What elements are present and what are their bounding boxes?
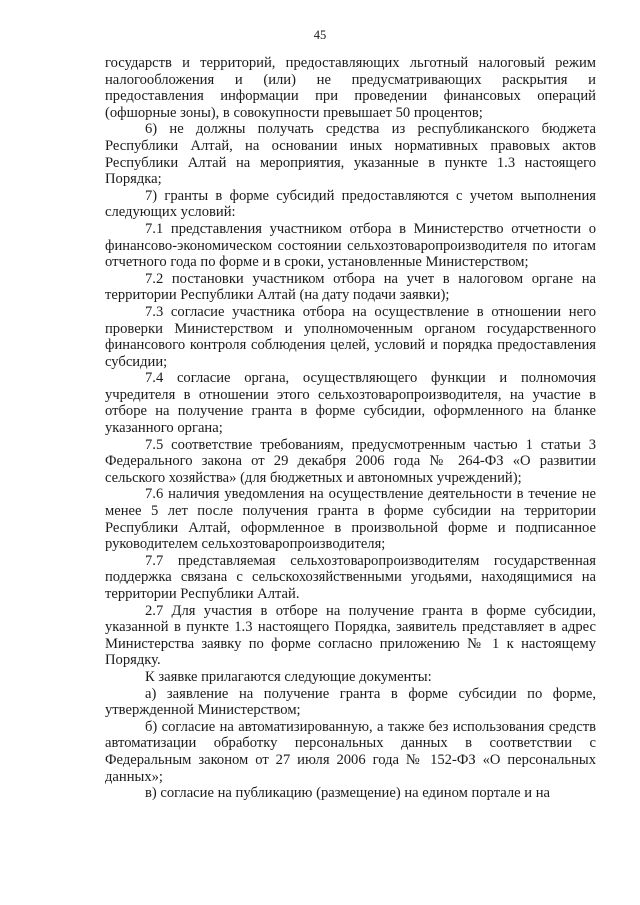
paragraph-item-7-4: 7.4 согласие органа, осуществляющего функции и полномочия учредителя в отношении этого сельхозтоваропроизводителя, на участие в отборе на получение гранта в форме субсидии, оформленного на бланке указанного органа; [105, 370, 596, 437]
paragraph-item-7-1: 7.1 представления участником отбора в Министерство отчетности о финансово-экономическом состоянии сельхозтоваропроизводителя по итогам отчетного года по форме и в сроки, установленные Министерством; [105, 220, 596, 271]
paragraph-document-b: б) согласие на автоматизированную, а также без использования средств автоматизации обработку персональных данных в соответствии с Федеральным законом от 27 июля 2006 года № 152-ФЗ «О персональных данных»; [105, 718, 596, 785]
paragraph-document-v: в) согласие на публикацию (размещение) на едином портале и на [145, 785, 551, 802]
page-number: 45 [313, 28, 327, 42]
paragraph-item-7-6: 7.6 наличия уведомления на осуществление деятельности в течение не менее 5 лет после получения гранта в форме субсидии на территории Республики Алтай, оформленное в произвольной форме и подписанное руководителем сельхозтоваропроизводителя; [105, 486, 596, 553]
paragraph-item-7-3: 7.3 согласие участника отбора на осуществление в отношении него проверки Министерством и уполномоченным органом государственного финансового контроля соблюдения целей, условий и порядка предоставления субсидии; [105, 303, 596, 370]
paragraph-item-7-2: 7.2 постановки участником отбора на учет в налоговом органе на территории Республики Алтай (на дату подачи заявки); [105, 270, 596, 304]
paragraph-item-7-7: 7.7 представляемая сельхозтоваропроизводителям государственная поддержка связана с сельскохозяйственными угодьями, находящимися на территории Республики Алтай. [105, 552, 596, 602]
paragraph-continuation: государств и территорий, предоставляющих льготный налоговый режим налогообложения и (или) не предусматривающих раскрытия и предоставления информации при проведении финансовых операций (офшорные зоны), в совокупности превышает 50 процентов; [105, 55, 596, 121]
paragraph-item-7: 7) гранты в форме субсидий предоставляются с учетом выполнения следующих условий: [105, 187, 596, 221]
document-body [105, 55, 596, 802]
paragraph-section-2-7: 2.7 Для участия в отборе на получение гранта в форме субсидии, указанной в пункте 1.3 настоящего Порядка, заявитель представляет в адрес Министерства заявку по форме согласно приложению № 1 к настоящему Порядку. [105, 602, 596, 669]
paragraph-document-a: а) заявление на получение гранта в форме субсидии по форме, утвержденной Министерством; [105, 685, 596, 719]
paragraph-item-6: 6) не должны получать средства из республиканского бюджета Республики Алтай, на основании иных нормативных правовых актов Республики Алтай на мероприятия, указанные в пункте 1.3 настоящего Порядка; [105, 121, 596, 188]
paragraph-item-7-5: 7.5 соответствие требованиям, предусмотренным частью 1 статьи 3 Федерального закона от 29 декабря 2006 года № 264-ФЗ «О развитии сельского хозяйства» (для бюджетных и автономных учреждений); [105, 436, 596, 486]
paragraph-documents-intro: К заявке прилагаются следующие документы: [145, 668, 432, 685]
